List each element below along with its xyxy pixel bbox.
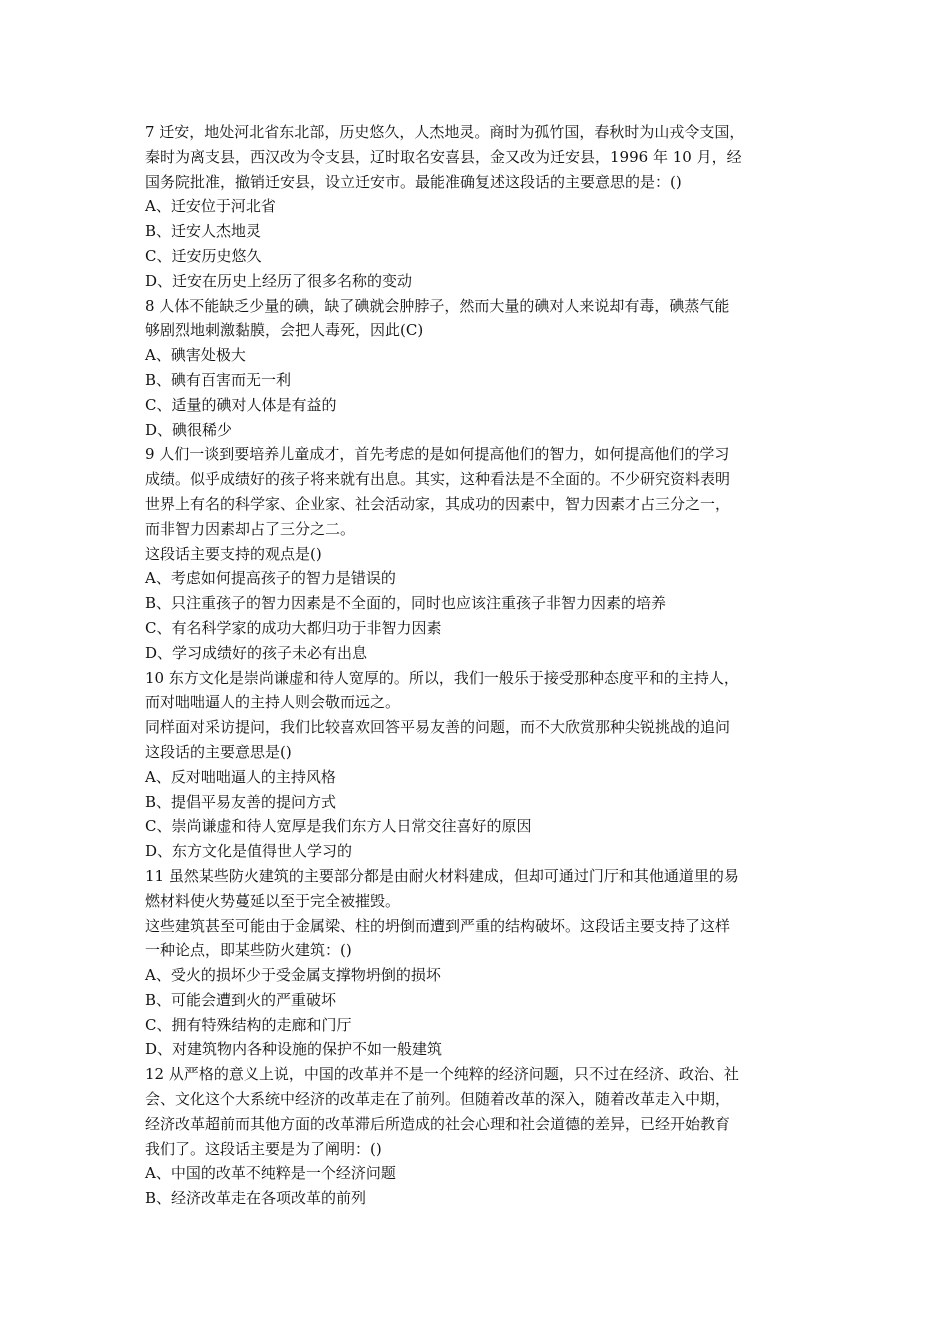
- text-line: 12 从严格的意义上说，中国的改革并不是一个纯粹的经济问题，只不过在经济、政治、社: [145, 1065, 739, 1084]
- text-line: C、拥有特殊结构的走廊和门厅: [145, 1015, 352, 1034]
- text-line: 而非智力因素却占了三分之二。: [145, 519, 356, 538]
- text-line: B、碘有百害而无一利: [145, 370, 292, 389]
- text-line: 一种论点，即某些防火建筑：(): [145, 941, 352, 960]
- text-line: 9 人们一谈到要培养儿童成才，首先考虑的是如何提高他们的智力，如何提高他们的学习: [145, 445, 730, 464]
- text-line: B、迁安人杰地灵: [145, 222, 262, 241]
- text-line: 国务院批准，撤销迁安县，设立迁安市。最能准确复述这段话的主要意思的是：(): [145, 172, 682, 191]
- text-line: B、提倡平易友善的提问方式: [145, 792, 337, 811]
- text-line: B、经济改革走在各项改革的前列: [145, 1189, 367, 1208]
- text-line: 我们了。这段话主要是为了阐明：(): [145, 1139, 382, 1158]
- text-line: D、学习成绩好的孩子未必有出息: [145, 643, 368, 662]
- text-line: D、东方文化是值得世人学习的: [145, 842, 353, 861]
- text-line: C、崇尚谦虚和待人宽厚是我们东方人日常交往喜好的原因: [145, 817, 532, 836]
- text-line: A、迁安位于河北省: [145, 197, 276, 216]
- text-line: 同样面对采访提问，我们比较喜欢回答平易友善的问题，而不大欣赏那种尖锐挑战的追问: [145, 718, 731, 737]
- text-line: A、反对咄咄逼人的主持风格: [145, 767, 336, 786]
- document-body: [145, 120, 815, 1211]
- text-line: C、有名科学家的成功大都归功于非智力因素: [145, 618, 442, 637]
- text-line: 成绩。似乎成绩好的孩子将来就有出息。其实，这种看法是不全面的。不少研究资料表明: [145, 470, 731, 489]
- text-line: A、考虑如何提高孩子的智力是错误的: [145, 569, 396, 588]
- text-line: 秦时为离支县，西汉改为令支县，辽时取名安喜县，金又改为迁安县，1996 年 10 月，经: [145, 147, 742, 166]
- text-line: 10 东方文化是崇尚谦虚和待人宽厚的。所以，我们一般乐于接受那种态度平和的主持人，: [145, 668, 739, 687]
- text-line: 够剧烈地刺激黏膜，会把人毒死，因此(C): [145, 321, 424, 340]
- text-line: D、迁安在历史上经历了很多名称的变动: [145, 271, 413, 290]
- text-line: B、可能会遭到火的严重破坏: [145, 990, 337, 1009]
- text-line: A、受火的损坏少于受金属支撑物坍倒的损坏: [145, 966, 441, 985]
- text-line: A、碘害处极大: [145, 346, 246, 365]
- text-line: 而对咄咄逼人的主持人则会敬而远之。: [145, 693, 401, 712]
- text-line: 8 人体不能缺乏少量的碘，缺了碘就会肿脖子，然而大量的碘对人来说却有毒，碘蒸气能: [145, 296, 730, 315]
- text-line: C、适量的碘对人体是有益的: [145, 395, 337, 414]
- text-line: 会、文化这个大系统中经济的改革走在了前列。但随着改革的深入，随着改革走入中期，: [145, 1090, 731, 1109]
- text-line: 世界上有名的科学家、企业家、社会活动家，其成功的因素中，智力因素才占三分之一，: [145, 494, 731, 513]
- text-line: 经济改革超前而其他方面的改革滞后所造成的社会心理和社会道德的差异，已经开始教育: [145, 1114, 731, 1133]
- text-line: A、中国的改革不纯粹是一个经济问题: [145, 1164, 396, 1183]
- text-line: D、对建筑物内各种设施的保护不如一般建筑: [145, 1040, 443, 1059]
- text-line: 11 虽然某些防火建筑的主要部分都是由耐火材料建成，但却可通过门厅和其他通道里的易: [145, 866, 739, 885]
- text-line: 燃材料使火势蔓延以至于完全被摧毁。: [145, 891, 401, 910]
- text-line: 这些建筑甚至可能由于金属梁、柱的坍倒而遭到严重的结构破坏。这段话主要支持了这样: [145, 916, 731, 935]
- text-line: 7 迁安，地处河北省东北部，历史悠久，人杰地灵。商时为孤竹国，春秋时为山戎令支国，: [145, 123, 745, 141]
- text-line: D、碘很稀少: [145, 420, 233, 439]
- text-line: B、只注重孩子的智力因素是不全面的，同时也应该注重孩子非智力因素的培养: [145, 594, 667, 613]
- text-line: 这段话主要支持的观点是(): [145, 544, 322, 563]
- text-line: 这段话的主要意思是(): [145, 742, 292, 761]
- text-line: C、迁安历史悠久: [145, 246, 262, 265]
